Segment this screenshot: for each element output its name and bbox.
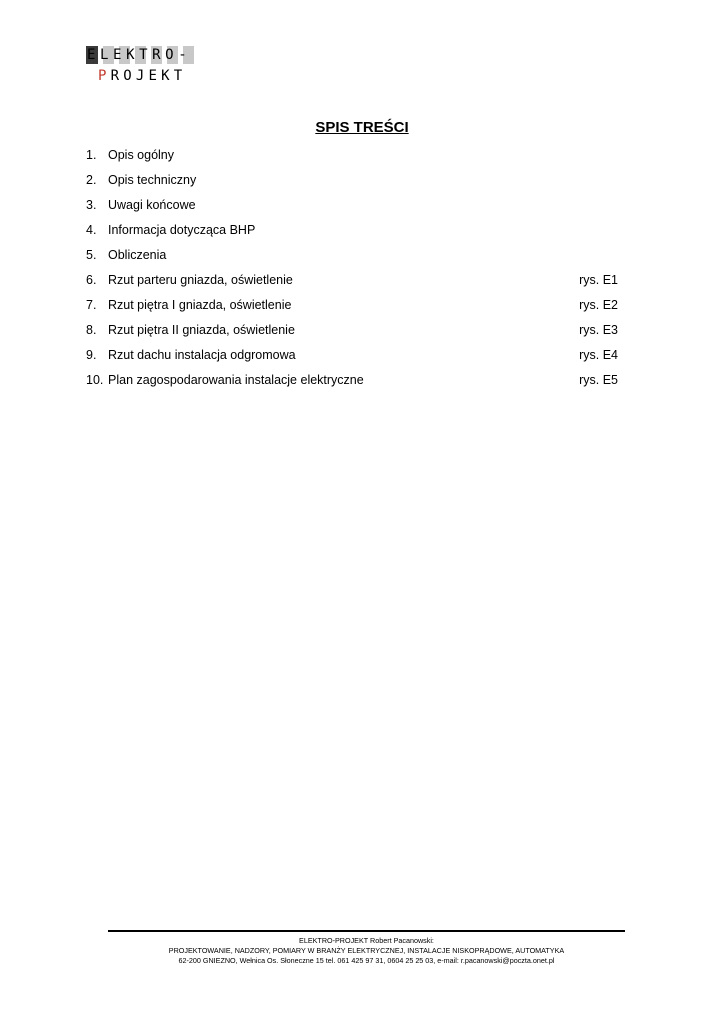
toc-item-label: Uwagi końcowe — [108, 198, 196, 212]
toc-item-number: 8. — [86, 323, 97, 337]
logo-word-projekt — [98, 68, 186, 84]
toc-item-label: Opis ogólny — [108, 148, 175, 162]
toc-item-number: 1. — [86, 148, 97, 162]
toc-item — [86, 146, 618, 171]
table-of-contents — [86, 146, 618, 396]
company-logo — [86, 44, 226, 84]
footer-divider — [108, 930, 625, 932]
page-title-text: SPIS TREŚCI — [315, 119, 409, 136]
toc-item-drawing-ref: rys. E2 — [579, 298, 618, 312]
toc-item-number: 4. — [86, 223, 97, 237]
toc-item-number: 9. — [86, 348, 97, 362]
toc-item-drawing-ref: rys. E5 — [579, 373, 618, 387]
toc-item — [86, 321, 618, 346]
toc-item — [86, 346, 618, 371]
toc-item-label: Obliczenia — [108, 248, 167, 262]
toc-item-drawing-ref: rys. E4 — [579, 348, 618, 362]
toc-item — [86, 296, 618, 321]
footer — [108, 936, 625, 966]
page-title — [0, 119, 724, 136]
toc-item — [86, 246, 618, 271]
toc-item-label: Rzut piętra II gniazda, oświetlenie — [108, 323, 295, 337]
toc-item-label: Opis techniczny — [108, 173, 197, 187]
logo-word-elektro: ELEKTRO- — [87, 47, 192, 63]
footer-contact: 62-200 GNIEZNO, Wełnica Os. Słoneczne 15 tel. 061 425 97 31, 0604 25 25 03, e-mail: r.pacanowski@poczta.onet.pl — [178, 956, 555, 965]
toc-item-label: Informacja dotycząca BHP — [108, 223, 256, 237]
toc-item — [86, 271, 618, 296]
logo-letter-p: P — [98, 68, 111, 84]
footer-services: PROJEKTOWANIE, NADZORY, POMIARY W BRANŻY ELEKTRYCZNEJ, INSTALACJE NISKOPRĄDOWE, AUTOMATYKA — [168, 946, 565, 955]
logo-top-line — [86, 44, 226, 66]
toc-item — [86, 221, 618, 246]
toc-item-label: Plan zagospodarowania instalacje elektryczne — [108, 373, 364, 387]
footer-company: ELEKTRO-PROJEKT Robert Pacanowski: — [299, 936, 434, 945]
toc-item-drawing-ref: rys. E1 — [579, 273, 618, 287]
toc-item — [86, 171, 618, 196]
toc-item-number: 10. — [86, 373, 104, 387]
toc-item-label: Rzut dachu instalacja odgromowa — [108, 348, 296, 362]
toc-item-number: 7. — [86, 298, 97, 312]
logo-word-rest: ROJEKT — [110, 68, 187, 84]
toc-item-number: 6. — [86, 273, 97, 287]
toc-item-number: 3. — [86, 198, 97, 212]
toc-item-label: Rzut piętra I gniazda, oświetlenie — [108, 298, 292, 312]
toc-item-number: 2. — [86, 173, 97, 187]
toc-item — [86, 371, 618, 396]
toc-item-label: Rzut parteru gniazda, oświetlenie — [108, 273, 293, 287]
toc-item-drawing-ref: rys. E3 — [579, 323, 618, 337]
toc-item-number: 5. — [86, 248, 97, 262]
toc-item — [86, 196, 618, 221]
